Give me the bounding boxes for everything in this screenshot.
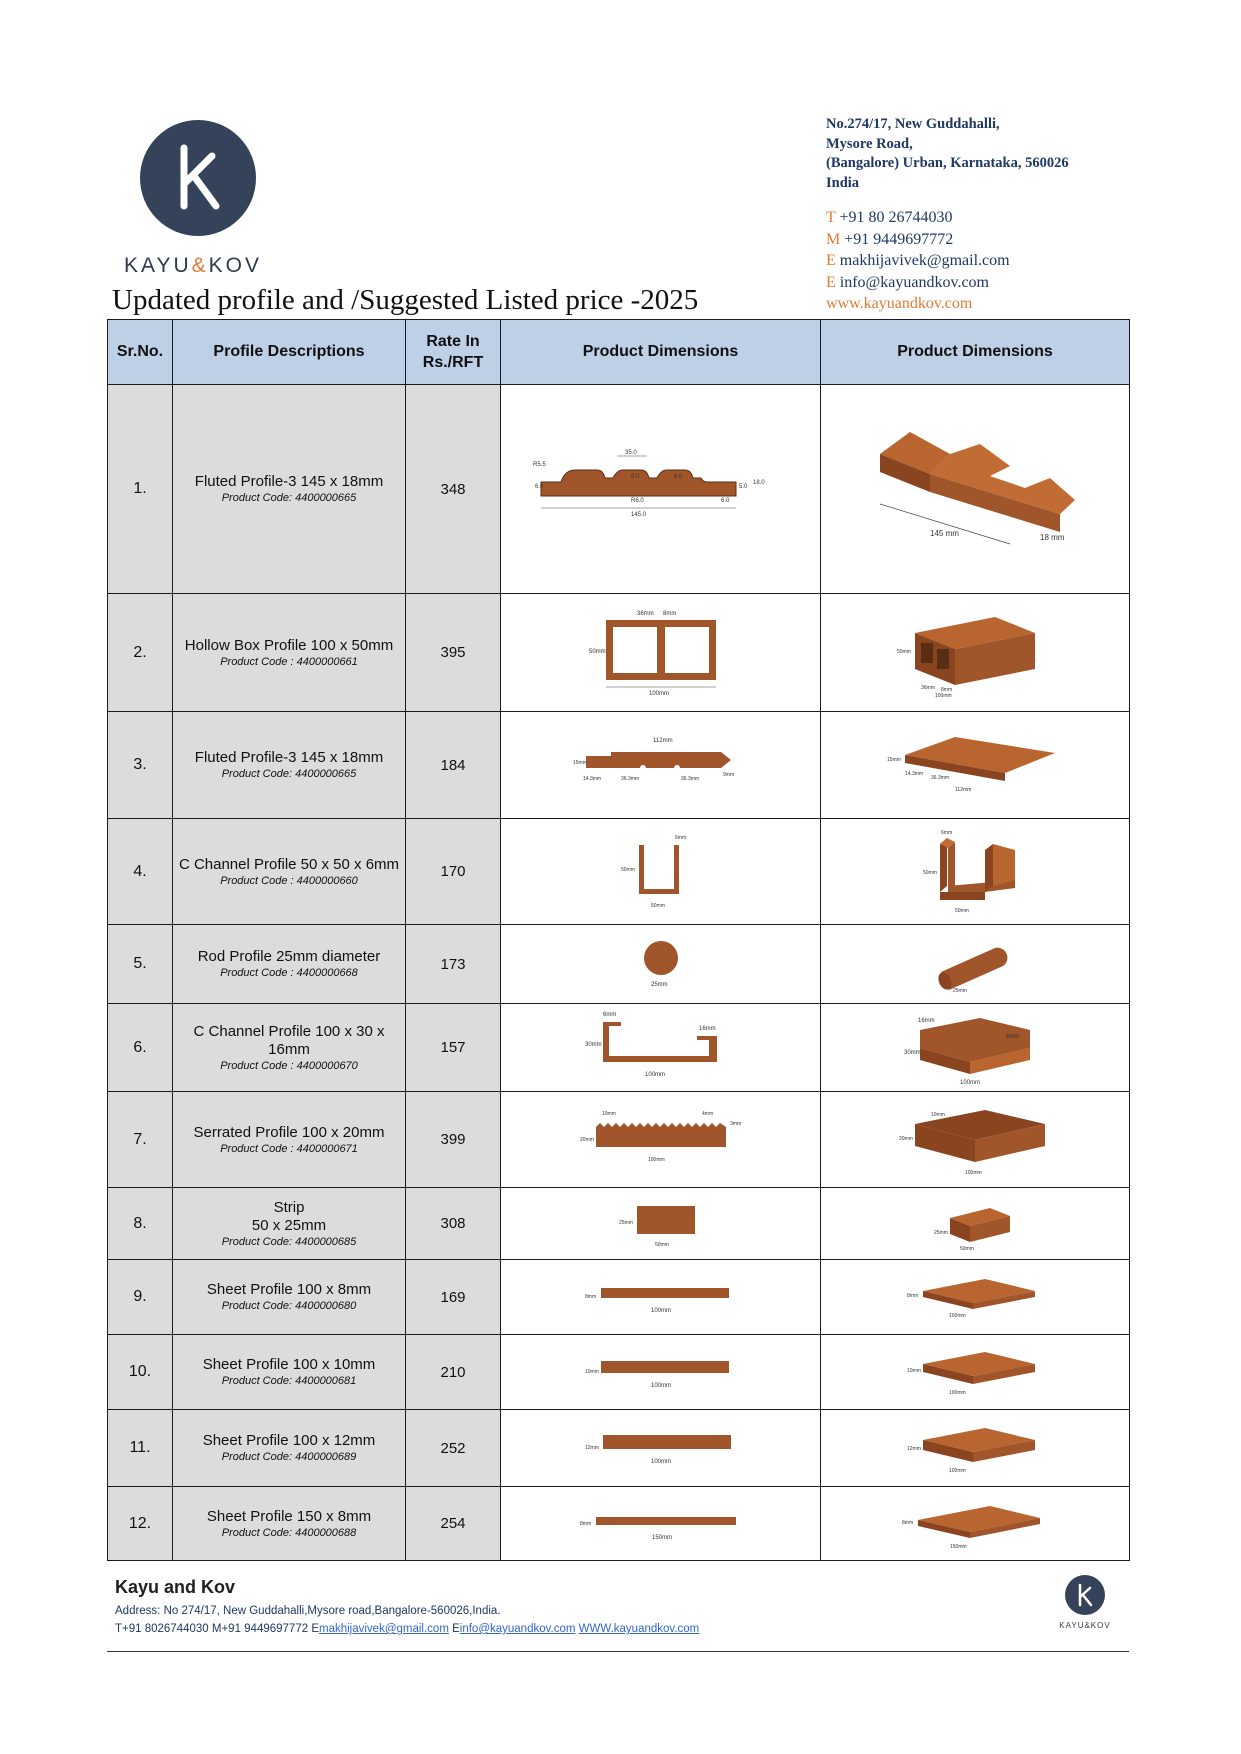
footer-website-link[interactable]: WWW.kayuandkov.com xyxy=(578,1623,700,1635)
dimension-drawing-3d xyxy=(821,819,1130,925)
profile-description: Rod Profile 25mm diameter Product Code : 4400000668 xyxy=(173,925,406,1004)
sheet-10mm-drawing xyxy=(581,1347,741,1397)
svg-text:50mm: 50mm xyxy=(923,869,937,876)
c-channel-3d xyxy=(915,824,1035,920)
header-rate: Rate In Rs./RFT xyxy=(406,320,501,385)
svg-text:18.0: 18.0 xyxy=(752,480,765,486)
profile-description: C Channel Profile 50 x 50 x 6mm Product Code : 4400000660 xyxy=(173,819,406,925)
footer-email-2-link[interactable]: info@kayuandkov.com xyxy=(459,1623,576,1635)
svg-text:100mm: 100mm xyxy=(650,1308,671,1314)
logo-k-icon xyxy=(140,120,256,236)
rate: 399 xyxy=(406,1092,501,1188)
table-row xyxy=(108,1487,1130,1561)
table-row xyxy=(108,1410,1130,1487)
svg-text:6mm: 6mm xyxy=(941,829,953,836)
sr-no: 11. xyxy=(108,1410,173,1487)
footer-contacts: T+91 8026744030 M+91 9449697772 Emakhijavivek@gmail.com Einfo@kayuandkov.com WWW.kayuandkov.com xyxy=(115,1623,700,1635)
header-sr-no: Sr.No. xyxy=(108,320,173,385)
rate: 173 xyxy=(406,925,501,1004)
svg-text:25mm: 25mm xyxy=(618,1219,633,1226)
dimension-drawing-3d xyxy=(821,385,1130,594)
svg-text:12mm: 12mm xyxy=(907,1446,921,1452)
dimension-drawing-3d xyxy=(821,925,1130,1004)
sheet-12mm-3d xyxy=(895,1418,1055,1478)
svg-text:3mm: 3mm xyxy=(729,1120,741,1127)
address-line-3: (Bangalore) Urban, Karnataka, 560026 xyxy=(826,155,1069,171)
c-channel-drawing xyxy=(611,829,711,915)
profile-description: Strip 50 x 25mm Product Code: 4400000685 xyxy=(173,1188,406,1260)
svg-text:30mm: 30mm xyxy=(584,1041,602,1048)
svg-text:6mm: 6mm xyxy=(602,1011,616,1018)
sheet-150-drawing xyxy=(576,1499,746,1549)
hollow-box-drawing xyxy=(581,605,741,701)
mobile: M +91 9449697772 xyxy=(826,230,954,248)
svg-text:25mm: 25mm xyxy=(934,1229,948,1236)
dimension-drawing-3d xyxy=(821,1410,1130,1487)
svg-text:50mm: 50mm xyxy=(650,902,665,909)
svg-text:100mm: 100mm xyxy=(949,1390,966,1396)
rate: 348 xyxy=(406,385,501,594)
sr-no: 9. xyxy=(108,1260,173,1335)
svg-text:16mm: 16mm xyxy=(698,1025,716,1032)
rate: 157 xyxy=(406,1004,501,1092)
svg-text:100mm: 100mm xyxy=(960,1079,981,1086)
dimension-drawing-3d xyxy=(821,1188,1130,1260)
sr-no: 10. xyxy=(108,1335,173,1410)
dimension-drawing-2d xyxy=(501,1410,821,1487)
footer-email-1-link[interactable]: makhijavivek@gmail.com xyxy=(319,1623,449,1635)
dimension-drawing-2d xyxy=(501,1260,821,1335)
fluted-profile-3d xyxy=(860,414,1090,564)
sheet-150-3d xyxy=(890,1494,1060,1554)
table-row xyxy=(108,594,1130,712)
email-2[interactable]: E info@kayuandkov.com xyxy=(826,273,989,291)
fluted-profile-drawing xyxy=(531,444,791,534)
sr-no: 4. xyxy=(108,819,173,925)
svg-text:9.0: 9.0 xyxy=(673,474,682,480)
rate: 170 xyxy=(406,819,501,925)
fluted-profile-2-3d xyxy=(875,725,1075,805)
svg-text:20mm: 20mm xyxy=(579,1136,594,1143)
table-header-row xyxy=(108,320,1130,385)
profile-description: Sheet Profile 100 x 8mm Product Code: 4400000680 xyxy=(173,1260,406,1335)
footer-logo xyxy=(1055,1575,1115,1630)
rate: 254 xyxy=(406,1487,501,1561)
dimension-drawing-2d xyxy=(501,1004,821,1092)
svg-text:15mm: 15mm xyxy=(887,757,901,763)
footer-address: Address: No 274/17, New Guddahalli,Mysore road,Bangalore-560026,India. xyxy=(115,1605,501,1617)
address-line-1: No.274/17, New Guddahalli, xyxy=(826,116,1000,132)
table-row xyxy=(108,712,1130,819)
svg-text:112mm: 112mm xyxy=(955,787,972,793)
sr-no: 5. xyxy=(108,925,173,1004)
svg-text:18 mm: 18 mm xyxy=(1040,533,1065,542)
svg-text:6mm: 6mm xyxy=(674,834,686,841)
company-contacts xyxy=(826,207,1010,315)
dimension-drawing-2d xyxy=(501,819,821,925)
rate: 252 xyxy=(406,1410,501,1487)
dimension-drawing-2d xyxy=(501,1188,821,1260)
header-profile-description: Profile Descriptions xyxy=(173,320,406,385)
dimension-drawing-3d xyxy=(821,1004,1130,1092)
svg-text:20mm: 20mm xyxy=(899,1135,913,1142)
table-row xyxy=(108,1260,1130,1335)
svg-text:10mm: 10mm xyxy=(907,1368,921,1374)
sr-no: 7. xyxy=(108,1092,173,1188)
dimension-drawing-3d xyxy=(821,1092,1130,1188)
svg-text:10mm: 10mm xyxy=(601,1110,616,1117)
table-row xyxy=(108,1092,1130,1188)
address-line-4: India xyxy=(826,174,860,191)
svg-text:5.0: 5.0 xyxy=(738,484,747,490)
svg-text:25mm: 25mm xyxy=(953,988,967,994)
svg-text:50mm: 50mm xyxy=(620,866,635,873)
svg-text:8mm: 8mm xyxy=(584,1294,596,1300)
svg-text:50mm: 50mm xyxy=(654,1241,669,1248)
svg-text:6.0: 6.0 xyxy=(534,484,543,490)
profile-description: Serrated Profile 100 x 20mm Product Code : 4400000671 xyxy=(173,1092,406,1188)
fluted-profile-2-drawing xyxy=(571,730,751,800)
footer-logo-k-icon xyxy=(1065,1575,1105,1615)
dimension-drawing-2d xyxy=(501,385,821,594)
sr-no: 1. xyxy=(108,385,173,594)
svg-text:36.3mm: 36.3mm xyxy=(931,775,950,781)
rate: 395 xyxy=(406,594,501,712)
svg-text:14.3mm: 14.3mm xyxy=(582,776,601,782)
rate: 184 xyxy=(406,712,501,819)
svg-text:50mm: 50mm xyxy=(960,1245,974,1252)
profile-description: Sheet Profile 150 x 8mm Product Code: 4400000688 xyxy=(173,1487,406,1561)
svg-text:100mm: 100mm xyxy=(648,690,669,697)
svg-text:100mm: 100mm xyxy=(965,1169,982,1176)
svg-text:112mm: 112mm xyxy=(652,738,673,744)
svg-text:16mm: 16mm xyxy=(918,1017,935,1024)
sr-no: 12. xyxy=(108,1487,173,1561)
svg-text:14.3mm: 14.3mm xyxy=(905,771,924,777)
profile-description: Sheet Profile 100 x 12mm Product Code: 4400000689 xyxy=(173,1410,406,1487)
serrated-profile-drawing xyxy=(576,1105,746,1175)
rate: 169 xyxy=(406,1260,501,1335)
svg-text:8mm: 8mm xyxy=(907,1293,919,1299)
svg-text:15mm: 15mm xyxy=(572,760,587,766)
rate: 210 xyxy=(406,1335,501,1410)
table-row xyxy=(108,819,1130,925)
svg-text:9.0: 9.0 xyxy=(630,474,639,480)
svg-text:100mm: 100mm xyxy=(650,1459,671,1465)
dimension-drawing-2d xyxy=(501,1335,821,1410)
dimension-drawing-3d xyxy=(821,1487,1130,1561)
sheet-8mm-drawing xyxy=(581,1272,741,1322)
sr-no: 6. xyxy=(108,1004,173,1092)
svg-text:6mm: 6mm xyxy=(1006,1033,1020,1040)
sheet-8mm-3d xyxy=(895,1267,1055,1327)
svg-text:36.3mm: 36.3mm xyxy=(620,776,639,782)
company-logo xyxy=(124,120,263,278)
header-product-dimensions-2d: Product Dimensions xyxy=(501,320,821,385)
page-title: Updated profile and /Suggested Listed price -2025 xyxy=(112,284,699,316)
profile-description: Hollow Box Profile 100 x 50mm Product Code : 4400000661 xyxy=(173,594,406,712)
website-link[interactable]: www.kayuandkov.com xyxy=(826,295,973,312)
svg-text:100mm: 100mm xyxy=(647,1156,665,1163)
svg-text:8mm: 8mm xyxy=(579,1520,591,1527)
svg-text:145 mm: 145 mm xyxy=(930,529,959,538)
svg-text:150mm: 150mm xyxy=(950,1543,967,1550)
sr-no: 3. xyxy=(108,712,173,819)
svg-text:36mm: 36mm xyxy=(921,684,935,691)
company-address xyxy=(826,115,1069,193)
table-row xyxy=(108,925,1130,1004)
telephone: T +91 80 26744030 xyxy=(826,209,953,226)
sheet-10mm-3d xyxy=(895,1342,1055,1402)
svg-text:12mm: 12mm xyxy=(584,1445,599,1451)
svg-text:30mm: 30mm xyxy=(904,1049,921,1056)
svg-text:25mm: 25mm xyxy=(650,982,668,988)
svg-text:150mm: 150mm xyxy=(651,1534,672,1541)
svg-text:36.3mm: 36.3mm xyxy=(680,776,699,782)
rod-drawing xyxy=(621,934,701,994)
svg-text:50mm: 50mm xyxy=(955,907,969,914)
strip-drawing xyxy=(611,1194,711,1254)
sr-no: 2. xyxy=(108,594,173,712)
svg-text:9mm: 9mm xyxy=(722,772,734,778)
c-channel-2-drawing xyxy=(581,1008,741,1088)
dimension-drawing-2d xyxy=(501,1092,821,1188)
svg-text:6.0: 6.0 xyxy=(720,498,729,504)
svg-text:8mm: 8mm xyxy=(902,1519,914,1526)
svg-text:8mm: 8mm xyxy=(941,686,953,693)
footer-company-name: Kayu and Kov xyxy=(115,1577,236,1597)
logo-wordmark: KAYU&KOV xyxy=(124,254,263,277)
dimension-drawing-3d xyxy=(821,1335,1130,1410)
page-footer xyxy=(107,1565,1129,1652)
svg-text:10mm: 10mm xyxy=(584,1369,599,1375)
svg-text:50mm: 50mm xyxy=(897,648,911,655)
svg-text:4mm: 4mm xyxy=(701,1110,713,1117)
svg-text:36mm: 36mm xyxy=(636,610,654,617)
dimension-drawing-2d xyxy=(501,594,821,712)
sheet-12mm-drawing xyxy=(581,1423,741,1473)
rate: 308 xyxy=(406,1188,501,1260)
price-table xyxy=(107,319,1130,1561)
header-product-dimensions-3d: Product Dimensions xyxy=(821,320,1130,385)
table-row xyxy=(108,1188,1130,1260)
email-1[interactable]: E makhijavivek@gmail.com xyxy=(826,252,1010,269)
table-row xyxy=(108,385,1130,594)
dimension-drawing-2d xyxy=(501,1487,821,1561)
sr-no: 8. xyxy=(108,1188,173,1260)
dimension-drawing-3d xyxy=(821,712,1130,819)
dimension-drawing-2d xyxy=(501,925,821,1004)
c-channel-2-3d xyxy=(890,1008,1060,1088)
hollow-box-3d xyxy=(885,605,1065,701)
svg-text:100mm: 100mm xyxy=(949,1313,966,1319)
svg-text:R6.0: R6.0 xyxy=(630,498,644,504)
svg-text:8mm: 8mm xyxy=(662,610,676,617)
svg-text:100mm: 100mm xyxy=(949,1468,966,1474)
profile-description: C Channel Profile 100 x 30 x 16mm Product Code : 4400000670 xyxy=(173,1004,406,1092)
table-row xyxy=(108,1335,1130,1410)
rod-3d xyxy=(925,934,1025,994)
svg-text:100mm: 100mm xyxy=(644,1071,665,1078)
svg-text:100mm: 100mm xyxy=(650,1383,671,1389)
dimension-drawing-3d xyxy=(821,594,1130,712)
profile-description: Sheet Profile 100 x 10mm Product Code: 4400000681 xyxy=(173,1335,406,1410)
svg-text:35.0: 35.0 xyxy=(624,450,637,456)
dimension-drawing-2d xyxy=(501,712,821,819)
svg-text:50mm: 50mm xyxy=(588,648,606,655)
address-line-2: Mysore Road, xyxy=(826,135,913,152)
svg-text:R5.5: R5.5 xyxy=(532,462,546,468)
profile-description: Fluted Profile-3 145 x 18mm Product Code: 4400000665 xyxy=(173,385,406,594)
strip-3d xyxy=(920,1194,1030,1254)
table-row xyxy=(108,1004,1130,1092)
dimension-drawing-3d xyxy=(821,1260,1130,1335)
svg-text:10mm: 10mm xyxy=(931,1111,945,1118)
svg-text:100mm: 100mm xyxy=(935,692,952,699)
svg-text:145.0: 145.0 xyxy=(630,512,646,518)
serrated-profile-3d xyxy=(885,1100,1065,1180)
footer-logo-text: KAYU&KOV xyxy=(1059,1621,1111,1630)
profile-description: Fluted Profile-3 145 x 18mm Product Code: 4400000665 xyxy=(173,712,406,819)
